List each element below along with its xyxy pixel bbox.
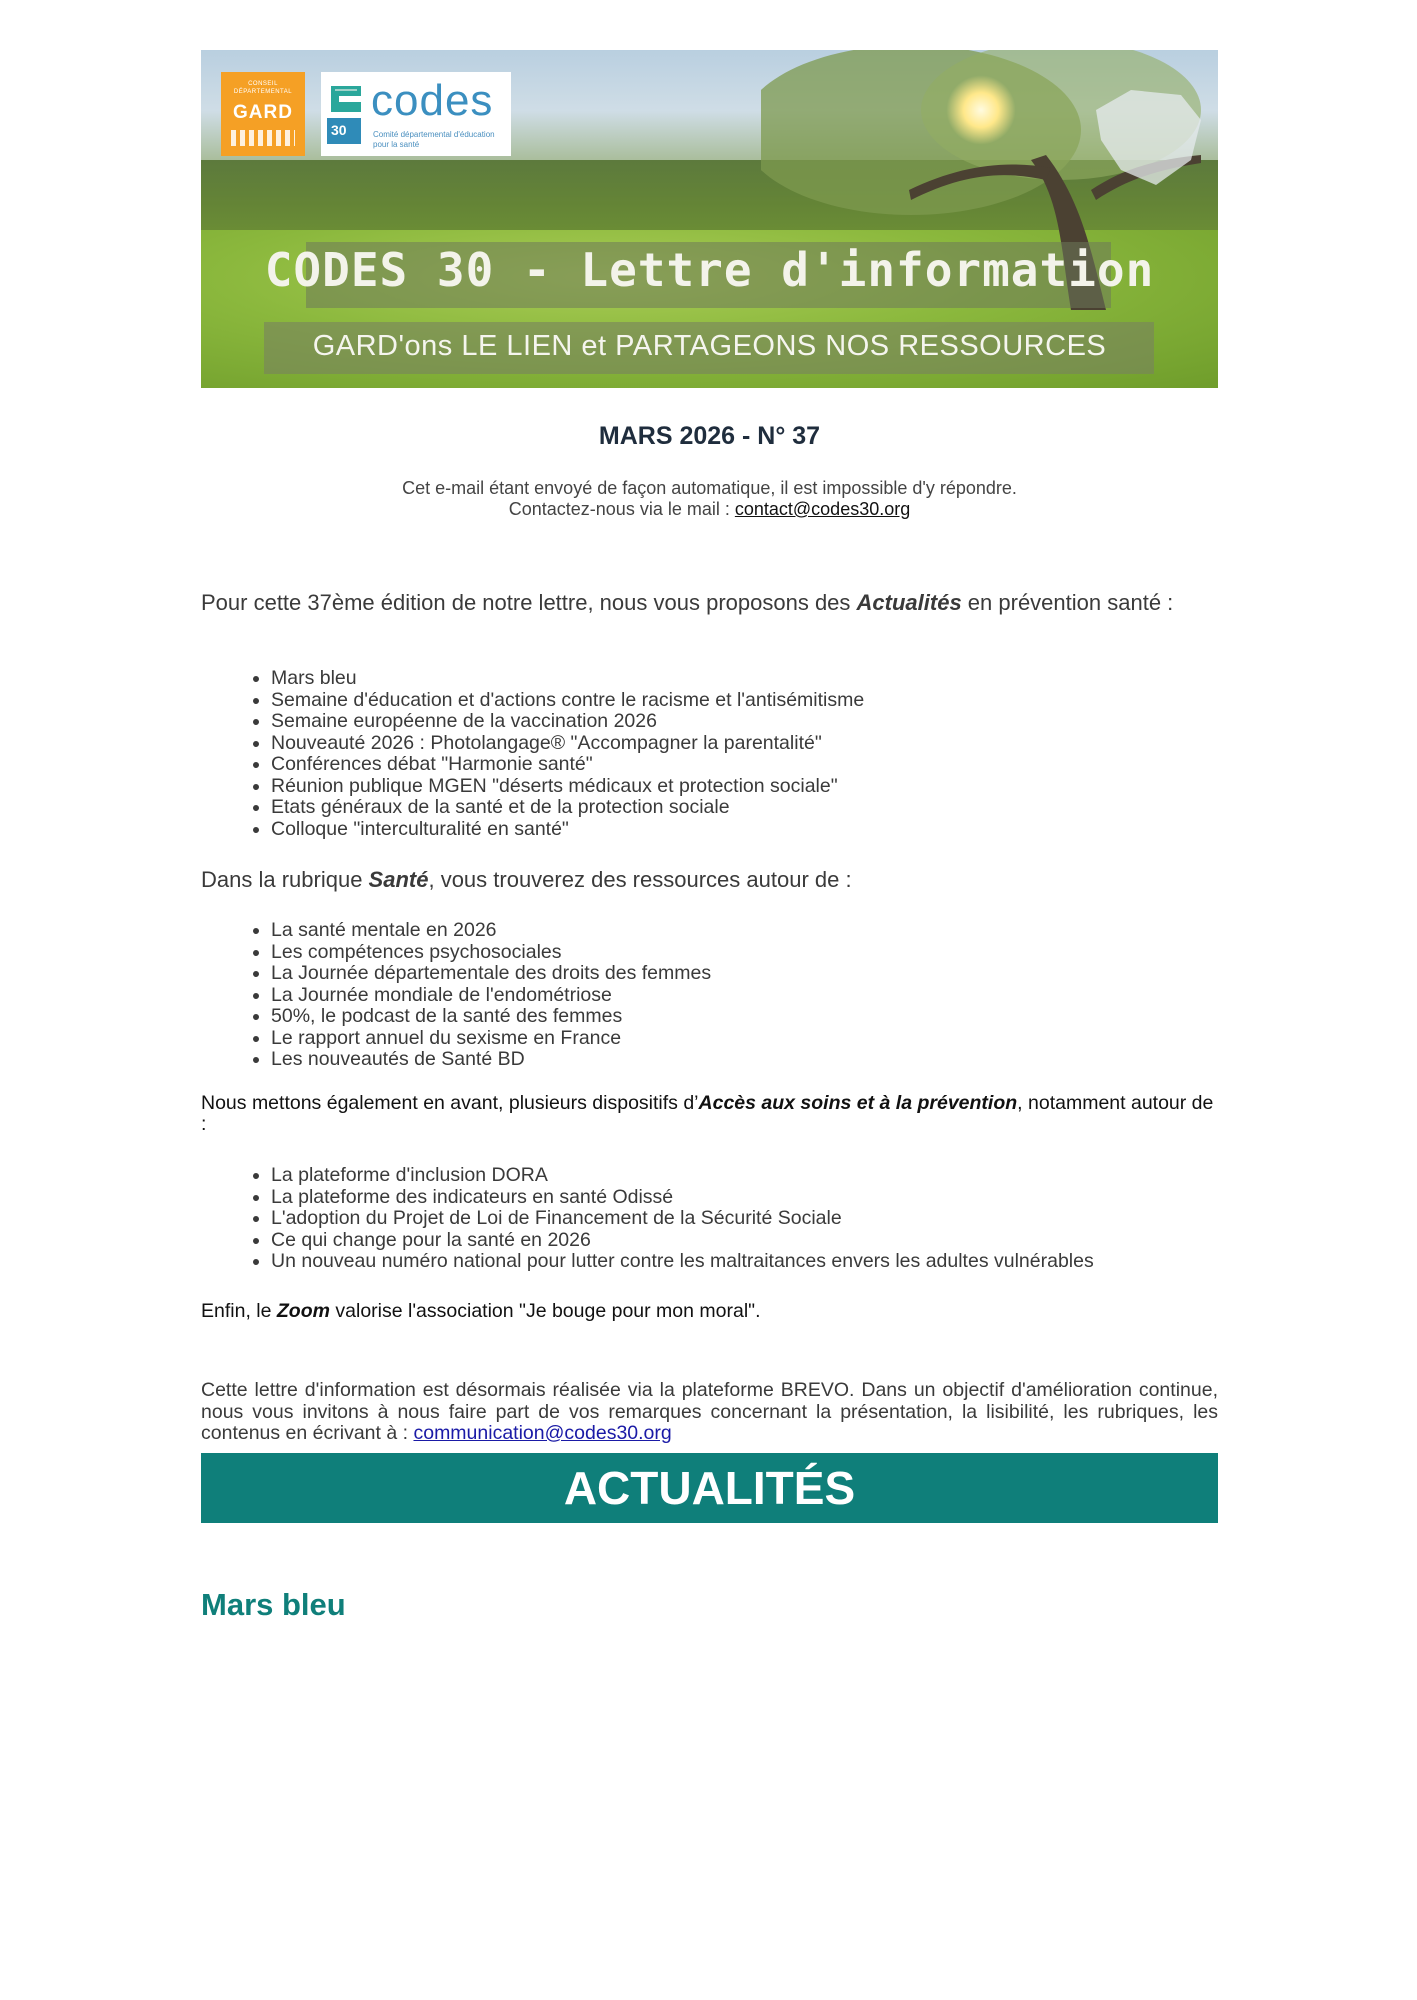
banner-subtitle: GARD'ons LE LIEN et PARTAGEONS NOS RESSOURCES: [312, 330, 1107, 362]
list-item: • Mars bleu: [271, 668, 864, 690]
sante-paragraph: Dans la rubrique Santé, vous trouverez des ressources autour de :: [201, 867, 852, 892]
list-item: • Semaine européenne de la vaccination 2026: [271, 711, 864, 733]
list-item: • La santé mentale en 2026: [271, 920, 711, 942]
sante-list: [251, 920, 711, 1071]
list-item: • L'adoption du Projet de Loi de Financement de la Sécurité Sociale: [271, 1208, 1094, 1230]
brevo-footnote: Cette lettre d'information est désormais réalisée via la plateforme BREVO. Dans un objectif d'amélioration continue, nous vous invitons à nous faire part de vos remarques concernant la présentation, la lisibilité, les rubriques, les contenus en écrivant à : communication@codes30.org: [201, 1379, 1218, 1444]
list-item: • La Journée mondiale de l'endométriose: [271, 985, 711, 1007]
sun-graphic: [946, 75, 1016, 145]
list-item: • Le rapport annuel du sexisme en France: [271, 1028, 711, 1050]
communication-email-link[interactable]: communication@codes30.org: [413, 1422, 672, 1444]
list-item: • Etats généraux de la santé et de la protection sociale: [271, 797, 864, 819]
section-header-actualites: ACTUALITÉS: [201, 1453, 1218, 1523]
codes-logo: 30 codes Comité départemental d'éducation pour la santé: [321, 72, 511, 156]
list-item: • Les nouveautés de Santé BD: [271, 1049, 711, 1071]
section-title-mars-bleu: Mars bleu: [201, 1587, 346, 1622]
list-item: • Colloque "interculturalité en santé": [271, 819, 864, 841]
auto-email-notice: Cet e-mail étant envoyé de façon automatique, il est impossible d'y répondre. Contactez-nous via le mail : contact@codes30.org: [402, 478, 1017, 519]
newsletter: [201, 50, 1218, 1622]
issue-title: MARS 2026 - N° 37: [598, 422, 821, 450]
header-banner: [201, 50, 1218, 388]
acces-paragraph: Nous mettons également en avant, plusieurs dispositifs d’Accès aux soins et à la prévention, notamment autour de :: [201, 1092, 1214, 1135]
list-item: • La plateforme des indicateurs en santé Odissé: [271, 1187, 1094, 1209]
list-item: • Nouveauté 2026 : Photolangage® "Accompagner la parentalité": [271, 733, 864, 755]
list-item: • La plateforme d'inclusion DORA: [271, 1165, 1094, 1187]
list-item: • Conférences débat "Harmonie santé": [271, 754, 864, 776]
list-item: • Semaine d'éducation et d'actions contre le racisme et l'antisémitisme: [271, 690, 864, 712]
list-item: • Un nouveau numéro national pour lutter contre les maltraitances envers les adultes vulnérables: [271, 1251, 1094, 1273]
zoom-paragraph: Enfin, le Zoom valorise l'association "Je bouge pour mon moral".: [201, 1300, 761, 1322]
banner-title: CODES 30 - Lettre d'information: [264, 243, 1155, 297]
actualites-list: [251, 668, 864, 840]
list-item: • La Journée départementale des droits des femmes: [271, 963, 711, 985]
contact-email-link[interactable]: contact@codes30.org: [734, 499, 911, 519]
acces-list: [251, 1165, 1094, 1273]
list-item: • Ce qui change pour la santé en 2026: [271, 1230, 1094, 1252]
intro-paragraph: Pour cette 37ème édition de notre lettre, nous vous proposons des Actualités en prévention santé :: [201, 590, 1174, 615]
list-item: • 50%, le podcast de la santé des femmes: [271, 1006, 711, 1028]
list-item: • Réunion publique MGEN "déserts médicaux et protection sociale": [271, 776, 864, 798]
list-item: • Les compétences psychosociales: [271, 942, 711, 964]
gard-logo: CONSEIL DÉPARTEMENTAL GARD: [221, 72, 305, 156]
